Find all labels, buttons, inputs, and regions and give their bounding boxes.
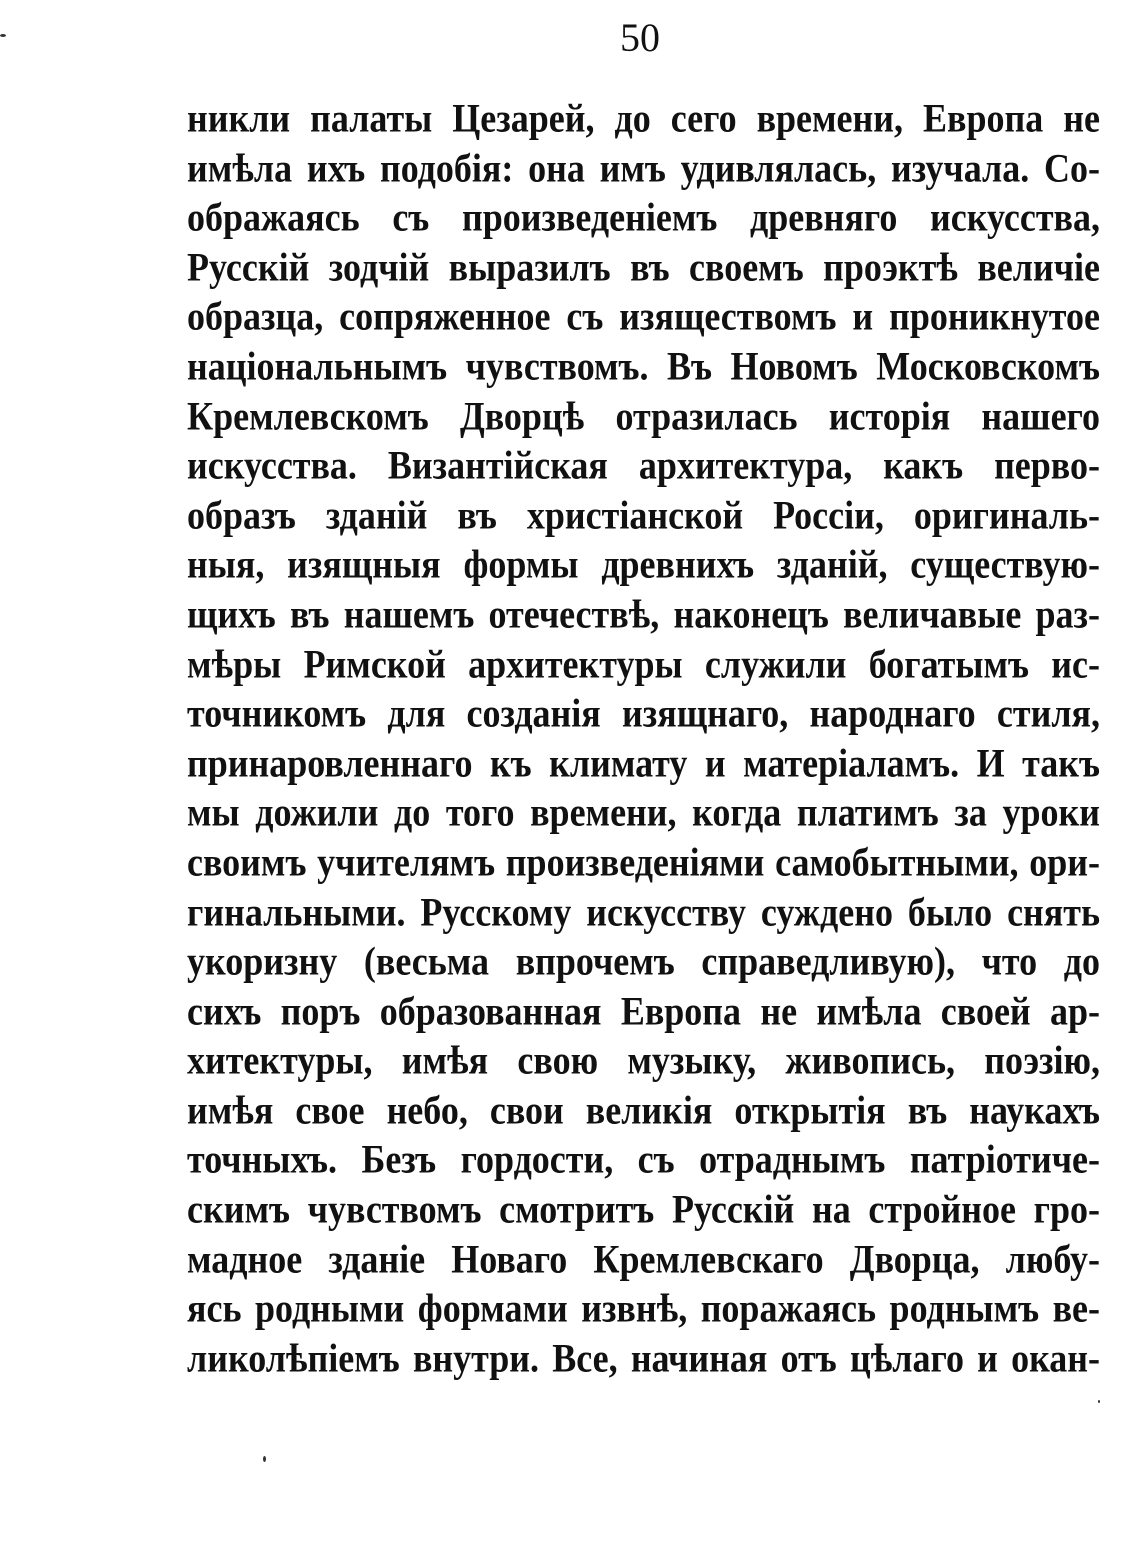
text-line: мѣры Римской архитектуры служили богатымъ ис- [187,641,1100,686]
text-line: ясь родными формами извнѣ, поражаясь роднымъ ве- [187,1285,1100,1331]
text-line: своимъ учителямъ произведеніями самобытными, ори- [187,839,1100,885]
text-line: имѣя свое небо, свои великія открытія въ наукахъ [187,1087,1100,1133]
text-line: ныя, изящныя формы древнихъ зданій, существую- [187,541,1100,587]
text-line: имѣла ихъ подобія: она имъ удивлялась, изучала. Со- [187,145,1100,190]
text-line: Кремлевскомъ Дворцѣ отразилась исторія нашего [187,393,1100,438]
text-line: хитектуры, имѣя свою музыку, живопись, поэзію, [187,1037,1100,1083]
text-line: образъ зданій въ христіанской Россіи, оригиналь- [187,492,1100,538]
text-line: ликолѣпіемъ внутри. Все, начиная отъ цѣлаго и окан- [187,1335,1100,1381]
text-line: мадное зданіе Новаго Кремлевскаго Дворца, любу- [187,1236,1100,1281]
scan-speck [263,1456,266,1462]
text-line: образца, сопряженное съ изяществомъ и проникнутое [187,293,1100,339]
text-line: принаровленнаго къ климату и матеріаламъ. И такъ [187,740,1100,786]
scan-speck [0,34,6,37]
text-line: мы дожили до того времени, когда платимъ за уроки [187,789,1100,835]
text-line: національнымъ чувствомъ. Въ Новомъ Московскомъ [187,343,1100,389]
body-text [187,94,1100,1383]
text-line: ображаясь съ произведеніемъ древняго искусства, [187,194,1100,240]
text-line: точныхъ. Безъ гордости, съ отраднымъ патріотиче- [187,1136,1100,1182]
text-line: Русскій зодчій выразилъ въ своемъ проэктѣ величіе [187,244,1100,290]
text-line: щихъ въ нашемъ отечествѣ, наконецъ величавые раз- [187,591,1100,637]
text-line: укоризну (весьма впрочемъ справедливую), что до [187,938,1100,984]
page-number: 50 [620,15,660,60]
text-line: никли палаты Цезарей, до сего времени, Европа не [187,95,1100,141]
text-line: искусства. Византійская архитектура, какъ перво- [187,442,1100,488]
text-line: гинальными. Русскому искусству суждено было снять [187,889,1100,934]
text-line: скимъ чувствомъ смотритъ Русскій на стройное гро- [187,1186,1100,1232]
scan-speck [1098,1400,1100,1403]
text-line: сихъ поръ образованная Европа не имѣла своей ар- [187,988,1100,1033]
text-line: точникомъ для созданія изящнаго, народнаго стиля, [187,690,1100,736]
